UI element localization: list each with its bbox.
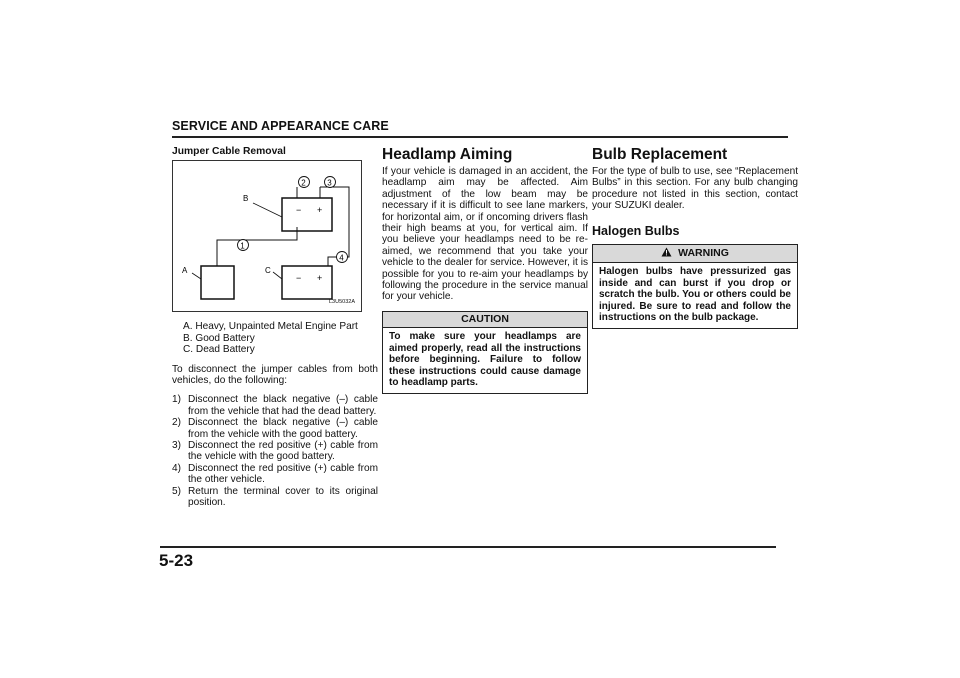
step-marker-4: 4 [339, 253, 344, 263]
step-marker-3: 3 [327, 178, 332, 188]
step-marker-1: 1 [240, 241, 245, 251]
section-title: SERVICE AND APPEARANCE CARE [172, 119, 389, 133]
step-marker-2: 2 [301, 178, 306, 188]
headlamp-aiming-heading: Headlamp Aiming [382, 146, 513, 163]
warning-text: Halogen bulbs have pressurized gas inside and can burst if you drop or scratch the bulb. You or others could be injured. Be sure to read and follow the instructions on the bulb package. [599, 266, 791, 324]
dead-battery-minus: − [296, 273, 302, 284]
footer-rule [160, 546, 776, 548]
legend-item-b: B. Good Battery [183, 332, 255, 344]
caution-box [382, 311, 588, 394]
figure-legend [183, 321, 378, 355]
warning-header [593, 245, 797, 263]
disconnect-intro: To disconnect the jumper cables from both vehicles, do the following: [172, 363, 378, 387]
jumper-cable-diagram [172, 160, 362, 312]
step-3: 3) Disconnect the red positive (+) cable from the vehicle with the good battery. [172, 440, 378, 463]
disconnect-steps [172, 394, 378, 508]
step-1: 1) Disconnect the black negative (–) cable from the vehicle that had the dead battery. [172, 394, 378, 417]
legend-item-c: C. Dead Battery [183, 344, 255, 356]
good-battery-plus: + [317, 205, 323, 216]
negative-cable-line [217, 227, 297, 266]
good-battery-box [282, 198, 332, 231]
warning-title: WARNING [678, 247, 729, 260]
column-headlamp-aiming [382, 146, 588, 394]
battery-wiring-diagram [173, 161, 361, 311]
column-bulb-replacement [592, 146, 798, 329]
bulb-replacement-heading: Bulb Replacement [592, 146, 728, 163]
header-rule [172, 136, 788, 138]
legend-item-a: A. Heavy, Unpainted Metal Engine Part [183, 321, 358, 333]
caution-title: CAUTION [383, 312, 587, 328]
halogen-bulbs-heading: Halogen Bulbs [592, 223, 680, 238]
step-4: 4) Disconnect the red positive (+) cable from the other vehicle. [172, 462, 378, 486]
column-jumper-cable-removal [172, 146, 378, 509]
label-a: A [182, 266, 188, 276]
good-battery-minus: − [296, 205, 302, 216]
page-number: 5-23 [159, 551, 194, 570]
label-c: C [265, 266, 271, 276]
headlamp-aiming-body: If your vehicle is damaged in an accident, the headlamp aim may be affected. Aim adjustment of the low beam may be necessary if it is difficult to see lane markers, for horizontal aim, or if oncoming drivers flash their high beams at you, for vertical aim. If you believe your headlamps need to be re-aimed, we recommend that you take your vehicle to the dealer for service. However, it is possible for you to re-aim your headlamps by following the procedure in the service manual for your vehicle. [382, 166, 588, 303]
warning-triangle-icon [661, 247, 672, 260]
step-2: 2) Disconnect the black negative (–) cable from the vehicle with the good battery. [172, 417, 378, 440]
dead-battery-plus: + [317, 273, 323, 284]
jumper-cable-removal-heading: Jumper Cable Removal [172, 146, 286, 157]
bulb-replacement-body: For the type of bulb to use, see “Replacement Bulbs” in this section. For any bulb changing procedure not listed in this section, contact your SUZUKI dealer. [592, 166, 798, 212]
warning-box [592, 244, 798, 329]
dead-battery-box [282, 266, 332, 299]
engine-part-box [201, 266, 234, 299]
label-b: B [243, 194, 249, 204]
caution-text: To make sure your headlamps are aimed properly, read all the instructions before beginning. Failure to follow these instructions could cause damage to headlamp parts. [389, 331, 581, 388]
figure-code: L3U5032A [329, 299, 355, 305]
step-5: 5) Return the terminal cover to its original position. [172, 485, 378, 509]
